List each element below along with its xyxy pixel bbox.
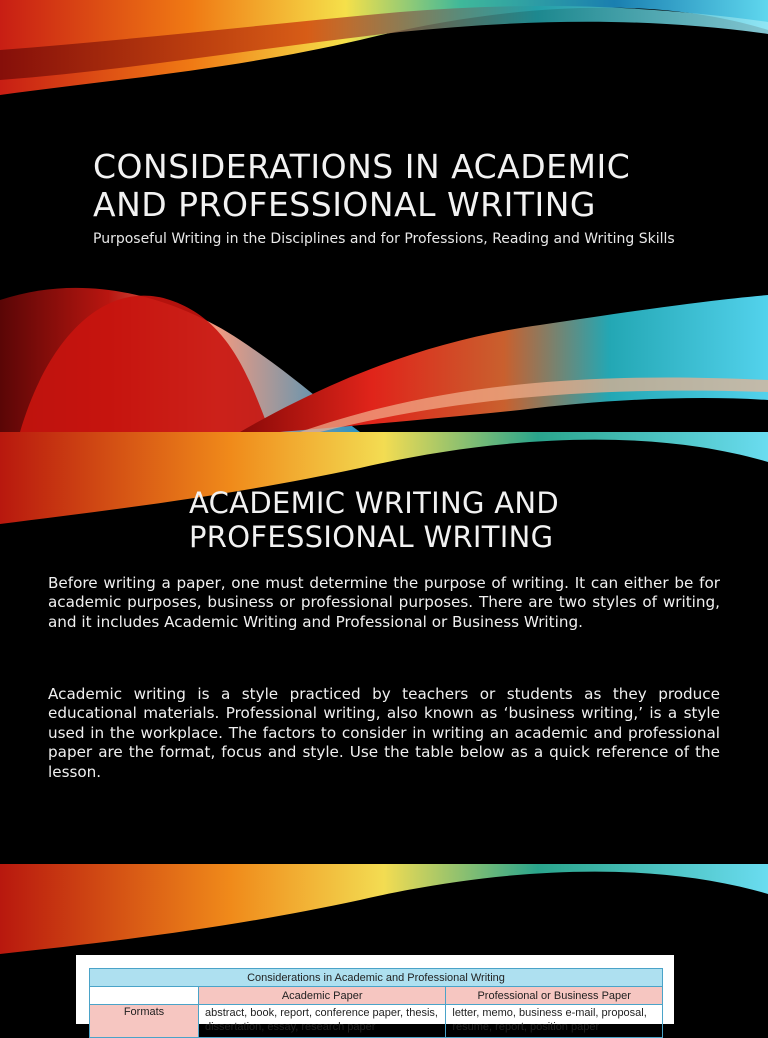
- slide-2-paragraph-2: Academic writing is a style practiced by teachers or students as they produce educational materials. Professional writing, also known as ‘business writing,’ is a style used in the workplace. The factors to consider in writing an academic and professional paper are the format, focus and style. Use the table below as a quick reference of the lesson.: [48, 685, 720, 781]
- slide-1-subtitle: Purposeful Writing in the Disciplines and for Professions, Reading and Writing Skills: [93, 231, 675, 247]
- slide-1-title-line-2: AND PROFESSIONAL WRITING: [93, 185, 596, 224]
- slide-2-title-line-1: ACADEMIC WRITING AND: [189, 486, 560, 520]
- slide-1-title-line-1: CONSIDERATIONS IN ACADEMIC: [93, 147, 631, 186]
- considerations-table: [89, 968, 663, 1038]
- table-cell-academic-formats: abstract, book, report, conference paper, thesis, dissertation, essay, research paper: [199, 1005, 446, 1038]
- table-header-professional: Professional or Business Paper: [446, 987, 663, 1005]
- slide-2-title-line-2: PROFESSIONAL WRITING: [189, 520, 554, 554]
- table-row-label-formats: Formats: [90, 1005, 199, 1038]
- slide-1: [0, 0, 768, 432]
- table-row: [90, 1005, 663, 1038]
- slide-2: [0, 432, 768, 864]
- table-corner-cell: [90, 987, 199, 1005]
- table-cell-professional-formats: letter, memo, business e-mail, proposal, resume, report, position paper: [446, 1005, 663, 1038]
- reference-table-image: [76, 955, 674, 1033]
- slide-2-title: [189, 486, 709, 554]
- table-caption: Considerations in Academic and Professional Writing: [90, 969, 663, 987]
- slide-3: [0, 864, 768, 1033]
- slide-1-title: [93, 148, 733, 224]
- slide-2-paragraph-1: Before writing a paper, one must determine the purpose of writing. It can either be for academic purposes, business or professional purposes. There are two styles of writing, and it includes Academic Writing and Professional or Business Writing.: [48, 574, 720, 631]
- table-header-academic: Academic Paper: [199, 987, 446, 1005]
